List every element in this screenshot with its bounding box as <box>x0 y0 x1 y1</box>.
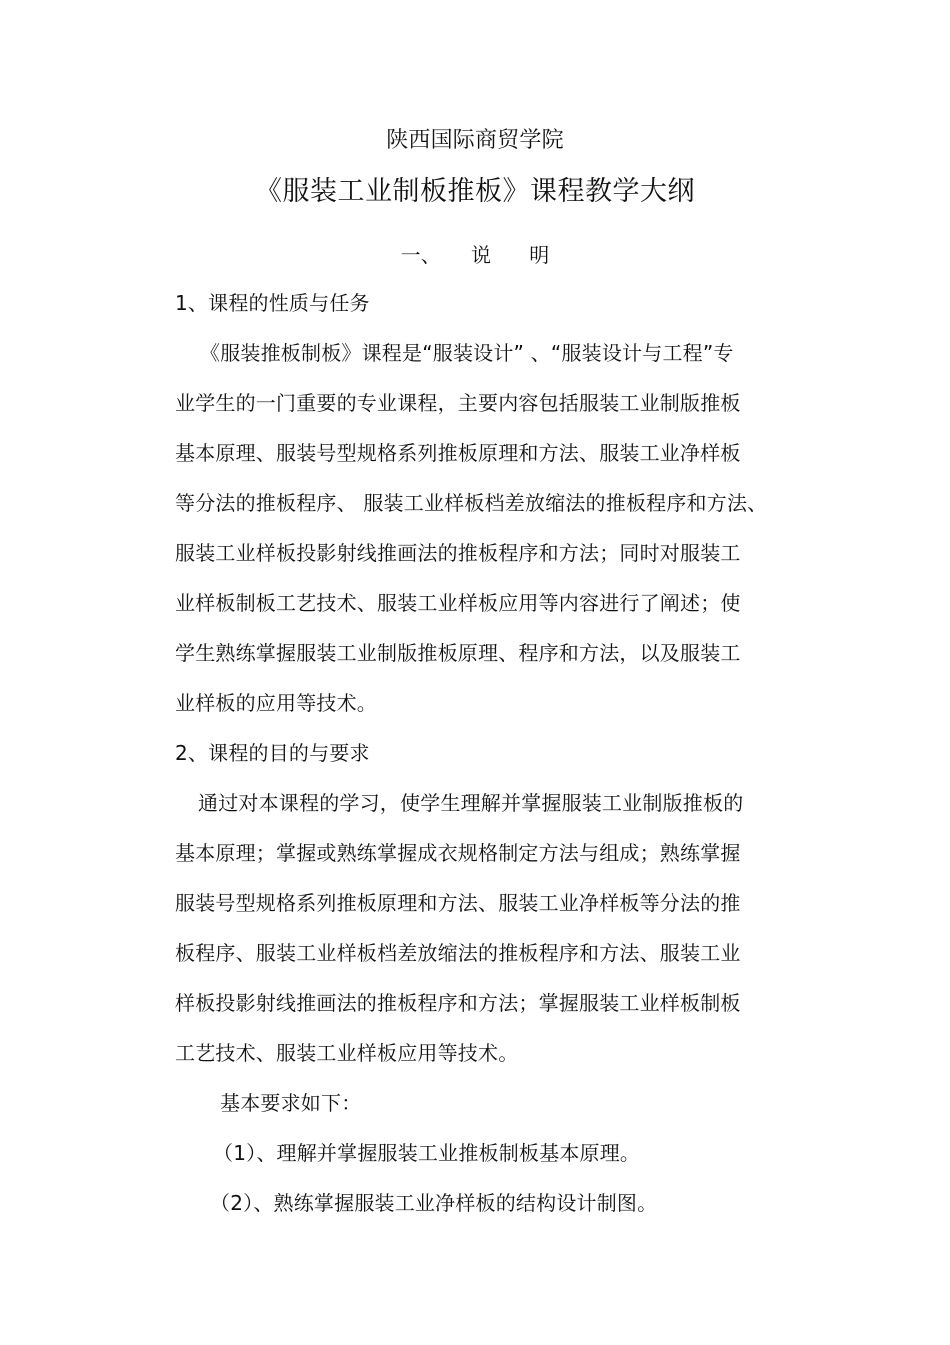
paragraph-line: 服装工业样板投影射线推画法的推板程序和方法；同时对服装工 <box>175 541 741 565</box>
paragraph-line: 等分法的推板程序、 服装工业样板档差放缩法的推板程序和方法、 <box>175 491 768 515</box>
paragraph-line: 《服装推板制板》课程是“服装设计” 、“服装设计与工程”专 <box>200 341 734 365</box>
paragraph-line: 业样板的应用等技术。 <box>175 691 377 715</box>
requirements-intro: 基本要求如下： <box>220 1091 362 1115</box>
section-number: 一、 <box>400 243 441 267</box>
section-heading <box>0 242 950 268</box>
paragraph-line: 基本原理；掌握或熟练掌握成衣规格制定方法与组成；熟练掌握 <box>175 841 741 865</box>
paragraph-line: 业学生的一门重要的专业课程，主要内容包括服装工业制版推板 <box>175 391 741 415</box>
paragraph-line: 服装号型规格系列推板原理和方法、服装工业净样板等分法的推 <box>175 891 741 915</box>
paragraph-line: 工艺技术、服装工业样板应用等技术。 <box>175 1041 519 1065</box>
paragraph-line: 基本原理、服装号型规格系列推板原理和方法、服装工业净样板 <box>175 441 741 465</box>
document-title: 《服装工业制板推板》课程教学大纲 <box>255 176 695 207</box>
section-word-1: 说 <box>471 243 492 267</box>
paragraph-line: 业样板制板工艺技术、服装工业样板应用等内容进行了阐述；使 <box>175 591 741 615</box>
subsection-heading-1: 1、课程的性质与任务 <box>175 291 370 315</box>
subsection-heading-2: 2、课程的目的与要求 <box>175 741 370 765</box>
requirement-item: （1）、理解并掌握服装工业推板制板基本原理。 <box>213 1141 641 1165</box>
requirement-item: （2）、熟练掌握服装工业净样板的结构设计制图。 <box>210 1191 658 1215</box>
paragraph-line: 样板投影射线推画法的推板程序和方法；掌握服装工业样板制板 <box>175 991 741 1015</box>
paragraph-line: 通过对本课程的学习，使学生理解并掌握服装工业制版推板的 <box>198 791 744 815</box>
paragraph-line: 学生熟练掌握服装工业制版推板原理、程序和方法，以及服装工 <box>175 641 741 665</box>
school-name: 陕西国际商贸学院 <box>386 128 564 153</box>
paragraph-line: 板程序、服装工业样板档差放缩法的推板程序和方法、服装工业 <box>175 941 741 965</box>
section-word-2: 明 <box>529 243 550 267</box>
